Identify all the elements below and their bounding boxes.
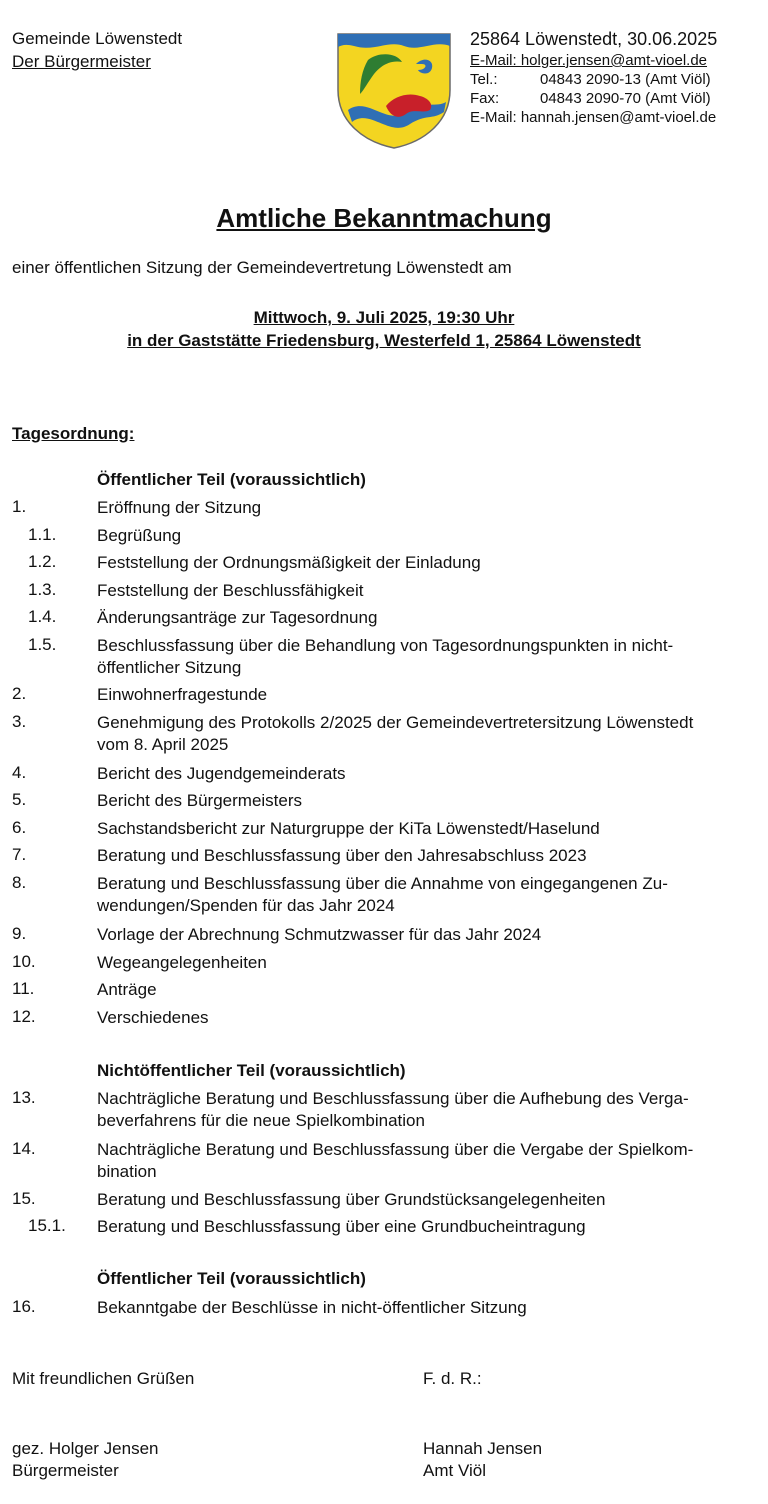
agenda-item-text: Feststellung der Ordnungsmäßigkeit der Einladung [97,553,481,572]
agenda-heading: Tagesordnung: [12,424,135,443]
agenda-item-number: 15.1. [28,1216,66,1235]
agenda-item-text: Beratung und Beschlussfassung über Grundstücksangelegenheiten [97,1190,606,1209]
agenda-item-text-cont: öffentlicher Sitzung [97,658,242,677]
agenda-item-text: Nachträgliche Beratung und Beschlussfassung über die Aufhebung des Verga- [97,1089,689,1108]
agenda-item-text: Feststellung der Beschlussfähigkeit [97,581,364,600]
agenda-item-number: 3. [12,712,27,731]
email-link-contact[interactable]: E-Mail: hannah.jensen@amt-vioel.de [470,109,717,126]
agenda-item-number: 15. [12,1189,36,1208]
agenda-item-number: 1. [12,497,27,516]
agenda-item-number: 1.4. [28,607,57,626]
meeting-date: Mittwoch, 9. Juli 2025, 19:30 Uhr [253,308,515,327]
agenda-item-number: 14. [12,1139,36,1158]
contact-block [470,27,717,127]
agenda-item-number: 1.1. [28,525,57,544]
agenda-item-text: Vorlage der Abrechnung Schmutzwasser für das Jahr 2024 [97,925,542,944]
agenda-item-text: Anträge [97,980,157,999]
email-link-mayor[interactable]: E-Mail: holger.jensen@amt-vioel.de [470,52,708,69]
agenda-item-text-cont: beverfahrens für die neue Spielkombination [97,1111,425,1130]
sender-block [12,27,182,73]
agenda-item-number: 4. [12,763,27,782]
agenda-item-number: 9. [12,924,27,943]
agenda-item-number: 16. [12,1297,36,1316]
signer-mayor-name: gez. Holger Jensen [12,1439,159,1458]
agenda-item-text-cont: bination [97,1162,157,1181]
fax-line [470,89,717,108]
agenda-item-text: Verschiedenes [97,1008,209,1027]
meeting-location: in der Gaststätte Friedensburg, Westerfeld 1, 25864 Löwenstedt [127,331,641,350]
fax-value: 04843 2090-70 (Amt Viöl) [540,90,711,107]
agenda-item-number: 2. [12,684,27,703]
fdr-label: F. d. R.: [423,1369,482,1388]
agenda-item-text: Beratung und Beschlussfassung über eine Grundbucheintragung [97,1217,586,1236]
agenda-item-number: 7. [12,845,27,864]
coat-of-arms-icon [334,30,454,150]
agenda-item-number: 6. [12,818,27,837]
agenda-item-number: 11. [12,979,35,998]
agenda-item-text-cont: wendungen/Spenden für das Jahr 2024 [97,896,395,915]
agenda-item-text: Eröffnung der Sitzung [97,498,262,517]
phone-label: Tel.: [470,71,498,88]
sender-role: Der Bürgermeister [12,52,151,71]
page-title: Amtliche Bekanntmachung [216,203,552,233]
signer-clerk-role: Amt Viöl [423,1461,486,1480]
place-date: 25864 Löwenstedt, 30.06.2025 [470,29,718,49]
phone-line [470,70,717,89]
section-header-public: Öffentlicher Teil (voraussichtlich) [97,470,366,489]
closing-greeting: Mit freundlichen Grüßen [12,1369,195,1388]
municipality-name: Gemeinde Löwenstedt [12,29,183,48]
signer-mayor-role: Bürgermeister [12,1461,119,1480]
agenda-item-number: 1.2. [28,552,57,571]
agenda-item-text: Begrüßung [97,526,182,545]
agenda-item-number: 8. [12,873,27,892]
agenda-item-text: Genehmigung des Protokolls 2/2025 der Gemeindevertretersitzung Löwenstedt [97,713,694,732]
agenda-item-text: Einwohnerfragestunde [97,685,268,704]
agenda-item-number: 1.5. [28,635,57,654]
agenda-item-number: 10. [12,952,36,971]
agenda-item-text: Bekanntgabe der Beschlüsse in nicht-öffentlicher Sitzung [97,1298,527,1317]
agenda-item-text: Beschlussfassung über die Behandlung von Tagesordnungspunkten in nicht- [97,636,674,655]
phone-value: 04843 2090-13 (Amt Viöl) [540,71,711,88]
agenda-item-text: Wegeangelegenheiten [97,953,267,972]
fax-label: Fax: [470,90,500,107]
agenda-item-text: Nachträgliche Beratung und Beschlussfassung über die Vergabe der Spielkom- [97,1140,694,1159]
section-header-nonpublic: Nichtöffentlicher Teil (voraussichtlich) [97,1061,406,1080]
agenda-item-text: Bericht des Bürgermeisters [97,791,303,810]
agenda-item-text: Änderungsanträge zur Tagesordnung [97,608,378,627]
agenda-item-number: 12. [12,1007,36,1026]
agenda-item-number: 13. [12,1088,36,1107]
agenda-item-number: 1.3. [28,580,57,599]
agenda-item-text: Beratung und Beschlussfassung über den Jahresabschluss 2023 [97,846,587,865]
signer-clerk-name: Hannah Jensen [423,1439,543,1458]
section-header-public-2: Öffentlicher Teil (voraussichtlich) [97,1269,366,1288]
agenda-item-text: Sachstandsbericht zur Naturgruppe der KiTa Löwenstedt/Haselund [97,819,600,838]
agenda-item-text-cont: vom 8. April 2025 [97,735,229,754]
agenda-item-text: Bericht des Jugendgemeinderats [97,764,346,783]
intro-text: einer öffentlichen Sitzung der Gemeindevertretung Löwenstedt am [12,258,512,277]
agenda-item-number: 5. [12,790,27,809]
agenda-item-text: Beratung und Beschlussfassung über die Annahme von eingegangenen Zu- [97,874,668,893]
